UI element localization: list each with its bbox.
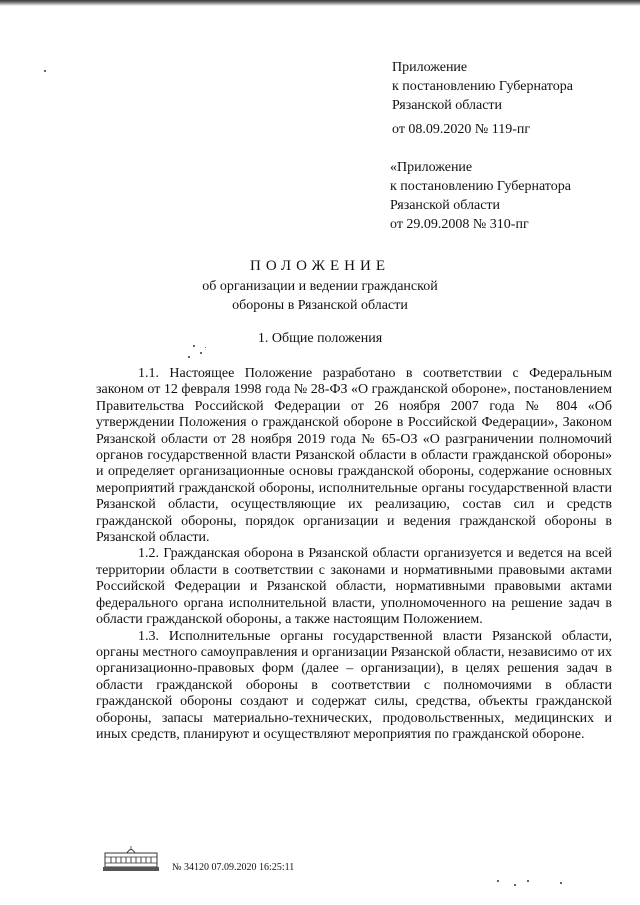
scan-speck [527,880,529,882]
scan-speck [44,70,46,72]
attachment-line: Рязанской области [392,98,503,113]
attachment-line: Рязанской области [390,198,501,213]
document-subtitle [0,277,640,315]
attachment-line: «Приложение [390,160,473,175]
paragraph: 1.2. Гражданская оборона в Рязанской области организуется и ведется на всей территории области в соответствии с законами и нормативными правовыми актами Российской Федерации и Рязанской области, нормативными правовыми актами федерального органа исполнительной власти, уполномоченного на решение задач в области гражданской обороны, а также настоящим Положением. [96,546,612,628]
document-title: ПОЛОЖЕНИЕ [250,258,390,274]
subtitle-line: об организации и ведении гражданской [202,279,438,294]
scan-speck [200,352,202,354]
paragraph: 1.1. Настоящее Положение разработано в соответствии с Федеральным законом от 12 февраля 1998 года № 28-ФЗ «О гражданской обороне», постановлением Правительства Российской Федерации от 26 ноября 2007 года № 804 «Об утверждении Положения о гражданской обороне в Российской Федерации», Законом Рязанской области от 28 ноября 2019 года № 65-ОЗ «О разграничении полномочий органов государственной власти Рязанской области в области гражданской обороны» и определяет организационные основы гражданской обороны, содержание основных мероприятий гражданской обороны, исполнительные органы государственной власти Рязанской области, осуществляющие их реализацию, состав сил и средств гражданской обороны, порядок организации и ведения гражданской обороны в Рязанской области. [96,366,612,546]
scan-speck [514,884,516,886]
attachment-line: Приложение [392,60,468,75]
attachment-line: от 29.09.2008 № 310-пг [390,217,529,232]
scan-speck [560,882,562,884]
scan-speck [193,345,195,347]
document-body [96,366,612,743]
attachment-current [392,58,573,139]
section-heading: 1. Общие положения [257,331,383,346]
attachment-previous [390,158,571,234]
attachment-line: к постановлению Губернатора [390,179,571,194]
scan-speck [188,356,190,358]
scan-edge [0,0,640,6]
paragraph: 1.3. Исполнительные органы государственной власти Рязанской области, органы местного самоуправления и организации Рязанской области, независимо от их организационно-правовых форм (далее – организации), в целях решения задач в области гражданской обороны в соответствии с полномочиями в области гражданской обороны создают и содержат силы, средства, объекты гражданской обороны, запасы материально-технических, продовольственных, медицинских и иных средств, планируют и осуществляют мероприятия по гражданской обороне. [96,628,612,742]
attachment-line: к постановлению Губернатора [392,79,573,94]
scan-speck [205,347,206,348]
subtitle-line: обороны в Рязанской области [232,298,408,313]
registry-stamp-logo [101,845,161,875]
scan-speck [497,880,499,882]
attachment-line: от 08.09.2020 № 119-пг [392,122,531,137]
registration-note: № 34120 07.09.2020 16:25:11 [172,862,295,873]
